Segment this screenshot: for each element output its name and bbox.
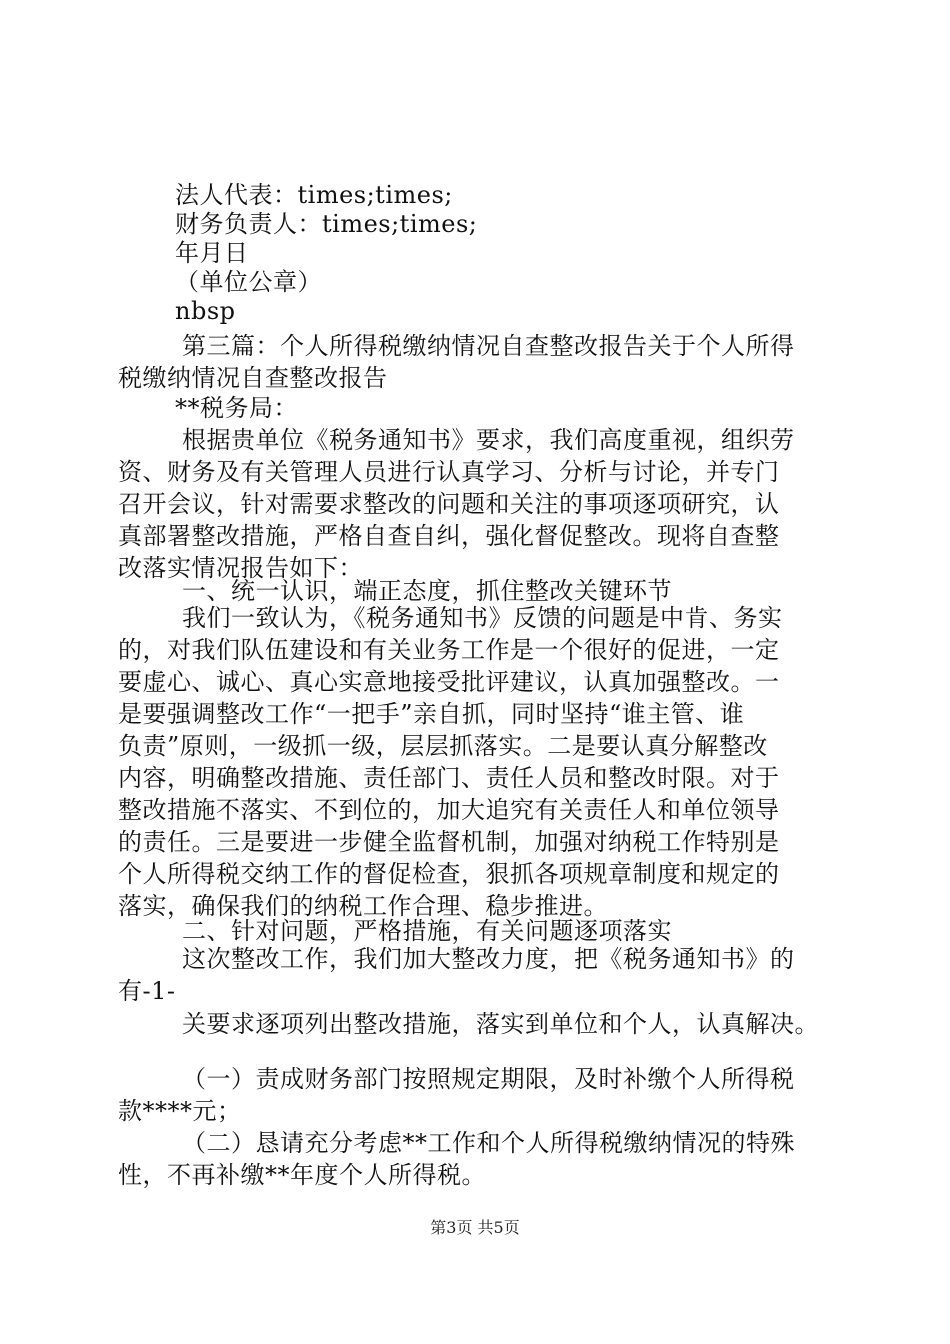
text-line: 落实，确保我们的纳税工作合理、稳步推进。 (118, 892, 608, 920)
text-line: 的，对我们队伍建设和有关业务工作是一个很好的促进，一定 (118, 636, 780, 664)
text-line: nbsp (175, 297, 236, 325)
text-line: （单位公章） (175, 268, 322, 296)
heading-2: 二、针对问题，严格措施，有关问题逐项落实 (182, 917, 672, 945)
text-line: 资、财务及有关管理人员进行认真学习、分析与讨论，并专门 (118, 458, 780, 486)
page-number: 第3页 共5页 (430, 1218, 520, 1237)
text-line: 关要求逐项列出整改措施，落实到单位和个人，认真解决。 (182, 1010, 819, 1038)
text-line: 款****元； (118, 1097, 242, 1125)
text-line: 财务负责人：times;times; (175, 210, 478, 238)
text-line: 这次整改工作，我们加大整改力度，把《税务通知书》的 (182, 945, 795, 973)
section-title: 税缴纳情况自查整改报告 (118, 364, 388, 392)
text-line: 改落实情况报告如下： (118, 554, 363, 582)
text-line: 整改措施不落实、不到位的，加大追究有关责任人和单位领导 (118, 796, 780, 824)
text-line: 召开会议，针对需要求整改的问题和关注的事项逐项研究，认 (118, 490, 780, 518)
text-line: 根据贵单位《税务通知书》要求，我们高度重视，组织劳 (182, 426, 795, 454)
text-line: 法人代表：times;times; (175, 181, 453, 209)
text-line: 的责任。三是要进一步健全监督机制，加强对纳税工作特别是 (118, 828, 780, 856)
text-line: 性，不再补缴**年度个人所得税。 (118, 1161, 486, 1189)
addressee: **税务局： (175, 394, 298, 422)
text-line: 有-1- (118, 977, 176, 1005)
text-line: 我们一致认为，《税务通知书》反馈的问题是中肯、务实 (182, 604, 783, 632)
text-line: 是要强调整改工作“一把手”亲自抓，同时坚持“谁主管、谁 (118, 700, 745, 728)
text-line: 年月日 (175, 239, 249, 267)
text-line: 个人所得税交纳工作的督促检查，狠抓各项规章制度和规定的 (118, 860, 780, 888)
text-line: 要虚心、诚心、真心实意地接受批评建议，认真加强整改。一 (118, 668, 780, 696)
section-title: 第三篇：个人所得税缴纳情况自查整改报告关于个人所得 (182, 332, 795, 360)
text-line: 负责”原则，一级抓一级，层层抓落实。二是要认真分解整改 (118, 732, 768, 760)
text-line: 真部署整改措施，严格自查自纠，强化督促整改。现将自查整 (118, 522, 780, 550)
text-line: 内容，明确整改措施、责任部门、责任人员和整改时限。对于 (118, 764, 780, 792)
text-line: （一）责成财务部门按照规定期限，及时补缴个人所得税 (182, 1065, 795, 1093)
text-line: （二）恳请充分考虑**工作和个人所得税缴纳情况的特殊 (182, 1129, 795, 1157)
heading-1: 一、统一认识，端正态度，抓住整改关键环节 (182, 577, 672, 605)
